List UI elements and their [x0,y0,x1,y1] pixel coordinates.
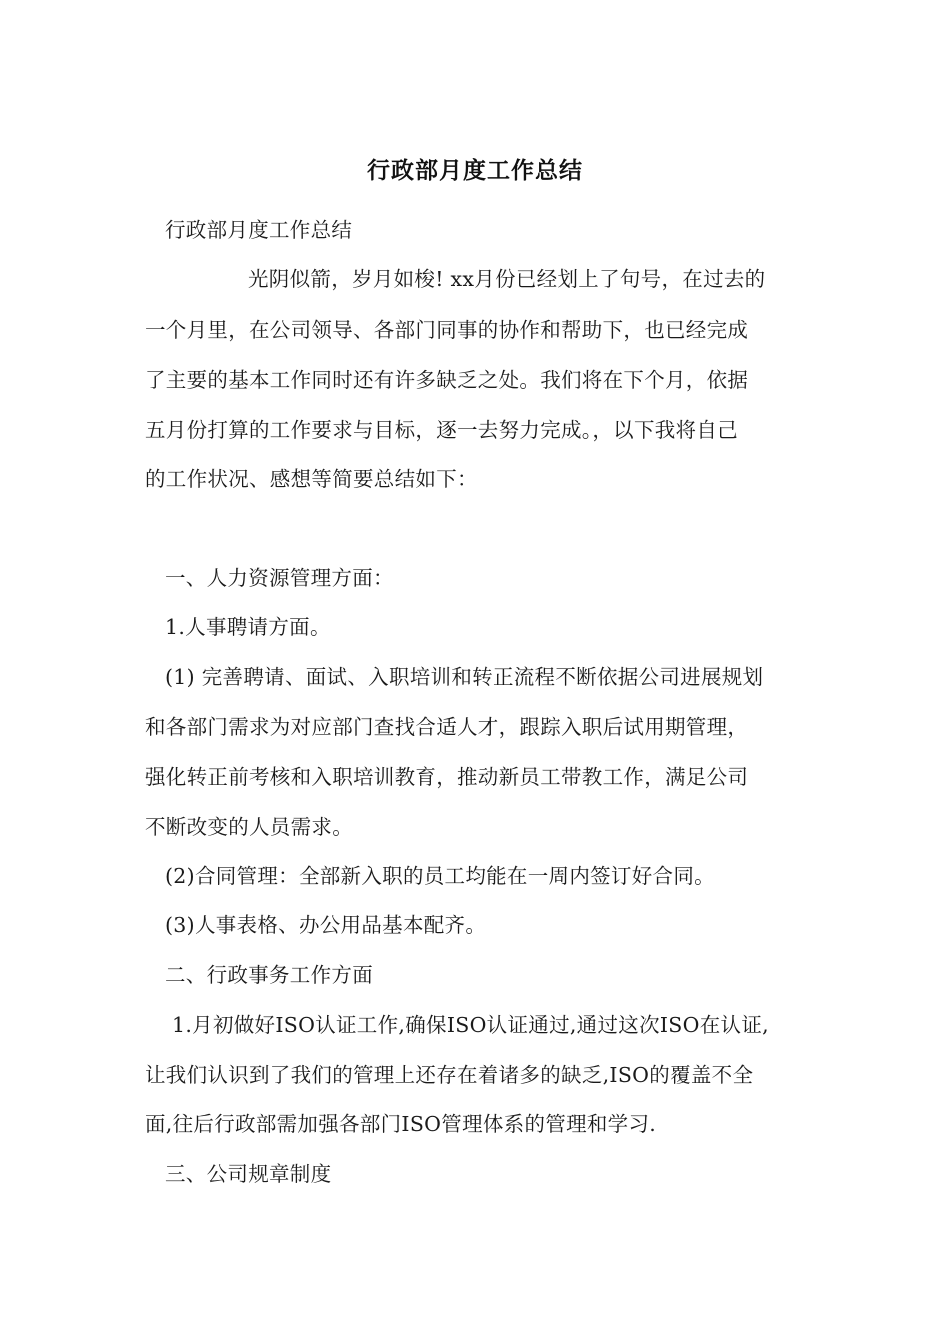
section1-sub1-heading: 1.人事聘请方面。 [165,615,331,639]
section1-item1-line-2: 和各部门需求为对应部门查找合适人才，跟踪入职后试用期管理， [145,715,749,739]
section2-heading: 二、行政事务工作方面 [165,963,373,987]
intro-line-3: 了主要的基本工作同时还有许多缺乏之处。我们将在下个月，依据 [145,368,749,392]
intro-line-2: 一个月里，在公司领导、各部门同事的协作和帮助下，也已经完成 [145,318,749,342]
document-subtitle: 行政部月度工作总结 [165,218,353,242]
intro-line-1: 光阴似箭，岁月如梭! xx月份已经划上了句号，在过去的 [248,267,766,291]
section1-item1-line-4: 不断改变的人员需求。 [145,815,353,839]
section3-heading: 三、公司规章制度 [165,1162,332,1186]
section2-item1-line-2: 让我们认识到了我们的管理上还存在着诸多的缺乏,ISO的覆盖不全 [145,1063,754,1087]
intro-line-4: 五月份打算的工作要求与目标，逐一去努力完成。，以下我将自己 [145,418,738,442]
section1-item1-line-3: 强化转正前考核和入职培训教育，推动新员工带教工作，满足公司 [145,765,749,789]
section1-heading: 一、人力资源管理方面： [165,566,394,590]
intro-line-5: 的工作状况、感想等简要总结如下： [145,467,478,491]
section2-item1-line-3: 面,往后行政部需加强各部门ISO管理体系的管理和学习. [145,1112,657,1136]
document-title: 行政部月度工作总结 [367,157,583,184]
section1-item3: (3)人事表格、办公用品基本配齐。 [165,913,487,937]
section1-item2: (2)合同管理：全部新入职的员工均能在一周内签订好合同。 [165,864,715,888]
section1-item1-line-1: (1) 完善聘请、面试、入职培训和转正流程不断依据公司进展规划 [165,665,764,689]
section2-item1-line-1: 1.月初做好ISO认证工作,确保ISO认证通过,通过这次ISO在认证, [172,1013,769,1037]
